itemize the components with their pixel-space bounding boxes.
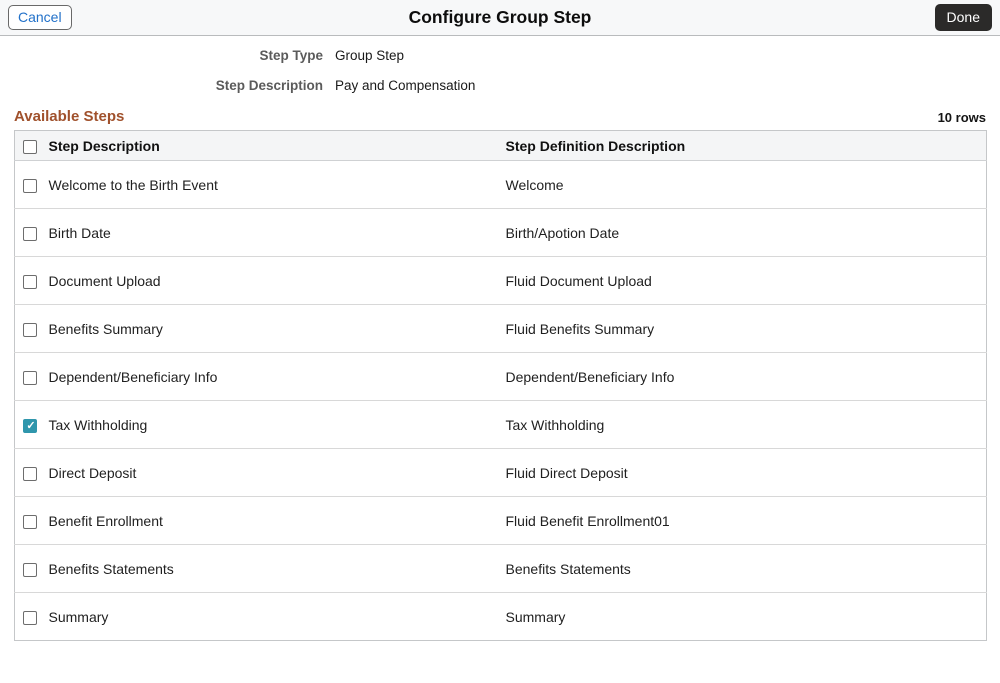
row-checkbox[interactable]	[23, 275, 37, 289]
field-step-type	[0, 48, 1000, 63]
row-count-label: 10 rows	[937, 110, 986, 125]
step-definition-description-cell: Fluid Benefit Enrollment01	[506, 497, 987, 545]
row-checkbox[interactable]	[23, 179, 37, 193]
select-all-checkbox[interactable]	[23, 140, 37, 154]
step-description-cell: Document Upload	[49, 257, 506, 305]
step-description-cell: Summary	[49, 593, 506, 641]
step-definition-description-cell: Summary	[506, 593, 987, 641]
step-definition-description-cell: Birth/Apotion Date	[506, 209, 987, 257]
table-row	[15, 257, 987, 305]
table-row	[15, 161, 987, 209]
table-row	[15, 353, 987, 401]
step-definition-description-cell: Fluid Document Upload	[506, 257, 987, 305]
row-checkbox[interactable]	[23, 563, 37, 577]
row-checkbox[interactable]	[23, 611, 37, 625]
step-fields	[0, 36, 1000, 93]
table-row	[15, 497, 987, 545]
page-title: Configure Group Step	[408, 7, 592, 27]
field-step-description	[0, 78, 1000, 93]
step-definition-description-cell: Fluid Benefits Summary	[506, 305, 987, 353]
step-description-cell: Tax Withholding	[49, 401, 506, 449]
table-row	[15, 449, 987, 497]
step-definition-description-cell: Tax Withholding	[506, 401, 987, 449]
available-steps-header	[14, 108, 986, 125]
done-button[interactable]: Done	[935, 4, 992, 31]
step-definition-description-cell: Welcome	[506, 161, 987, 209]
step-definition-description-cell: Fluid Direct Deposit	[506, 449, 987, 497]
step-definition-description-cell: Dependent/Beneficiary Info	[506, 353, 987, 401]
step-type-value: Group Step	[335, 48, 405, 63]
table-row	[15, 593, 987, 641]
row-checkbox[interactable]	[23, 323, 37, 337]
table-header-row	[15, 131, 987, 161]
step-description-cell: Direct Deposit	[49, 449, 506, 497]
step-description-cell: Benefits Statements	[49, 545, 506, 593]
row-checkbox[interactable]	[23, 467, 37, 481]
column-header-step-definition-description: Step Definition Description	[506, 131, 987, 161]
step-type-label: Step Type	[259, 48, 323, 63]
table-row	[15, 545, 987, 593]
step-definition-description-cell: Benefits Statements	[506, 545, 987, 593]
column-header-step-description: Step Description	[49, 131, 506, 161]
row-checkbox[interactable]	[23, 371, 37, 385]
row-checkbox[interactable]	[23, 227, 37, 241]
table-row	[15, 209, 987, 257]
table-row	[15, 401, 987, 449]
step-description-label: Step Description	[215, 78, 323, 93]
available-steps-heading: Available Steps	[14, 108, 125, 125]
cancel-button[interactable]: Cancel	[8, 5, 72, 30]
step-description-cell: Birth Date	[49, 209, 506, 257]
row-checkbox[interactable]	[23, 419, 37, 433]
step-description-cell: Welcome to the Birth Event	[49, 161, 506, 209]
available-steps-table	[14, 130, 987, 641]
top-bar	[0, 0, 1000, 36]
step-description-cell: Benefit Enrollment	[49, 497, 506, 545]
row-checkbox[interactable]	[23, 515, 37, 529]
step-description-value: Pay and Compensation	[335, 78, 476, 93]
step-description-cell: Dependent/Beneficiary Info	[49, 353, 506, 401]
step-description-cell: Benefits Summary	[49, 305, 506, 353]
table-row	[15, 305, 987, 353]
